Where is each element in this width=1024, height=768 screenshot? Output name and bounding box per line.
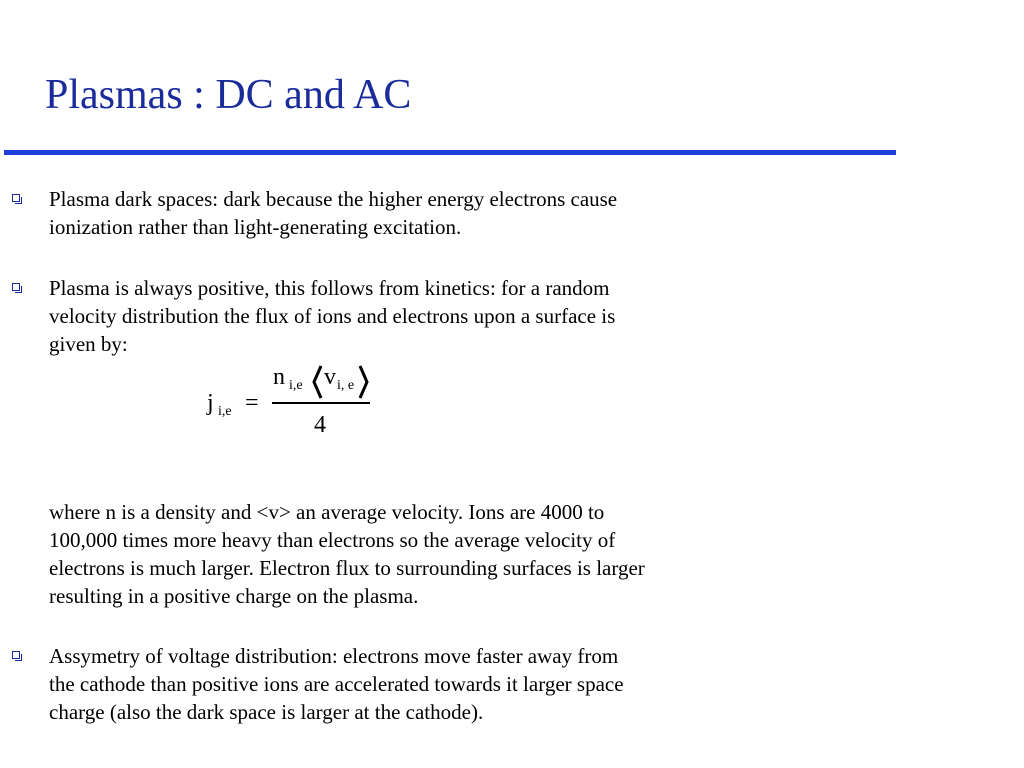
fraction-bar xyxy=(272,402,370,404)
bullet-text: Plasma dark spaces: dark because the higher energy electrons cause ionization rather than light-generating excitation. xyxy=(49,187,618,239)
flux-equation xyxy=(207,362,377,442)
bullet-item xyxy=(49,185,649,241)
equation-numerator-v-subscript: i, e xyxy=(337,378,355,393)
bullet-text: Plasma is always positive, this follows from kinetics: for a random velocity distribution the flux of ions and electrons upon a surface is given by: xyxy=(49,276,616,356)
bullet-item xyxy=(49,642,649,726)
left-angle-bracket-icon xyxy=(311,364,323,400)
bullet-text: Assymetry of voltage distribution: electrons move faster away from the cathode than positive ions are accelerated towards it larger space charge (also the dark space is larger at the cathode). xyxy=(49,644,624,724)
title-divider xyxy=(4,150,896,155)
bullet-item xyxy=(49,274,649,358)
equation-numerator-n: n xyxy=(273,364,285,390)
slide-title: Plasmas : DC and AC xyxy=(45,72,412,118)
hollow-square-bullet-icon xyxy=(12,283,20,291)
equation-numerator-n-subscript: i,e xyxy=(289,378,303,393)
equation-numerator-v: v xyxy=(324,364,336,390)
hollow-square-bullet-icon xyxy=(12,194,20,202)
hollow-square-bullet-icon xyxy=(12,651,20,659)
equation-lhs: j xyxy=(207,390,214,416)
equation-denominator: 4 xyxy=(314,412,326,438)
continuation-text: where n is a density and <v> an average velocity. Ions are 4000 to 100,000 times more heavy than electrons so the average velocity of electrons is much larger. Electron flux to surrounding surfaces is larger resulting in a positive charge on the plasma. xyxy=(49,500,645,608)
equation-lhs-subscript: i,e xyxy=(218,404,232,419)
right-angle-bracket-icon xyxy=(358,364,370,400)
equation-equals: = xyxy=(245,390,259,416)
